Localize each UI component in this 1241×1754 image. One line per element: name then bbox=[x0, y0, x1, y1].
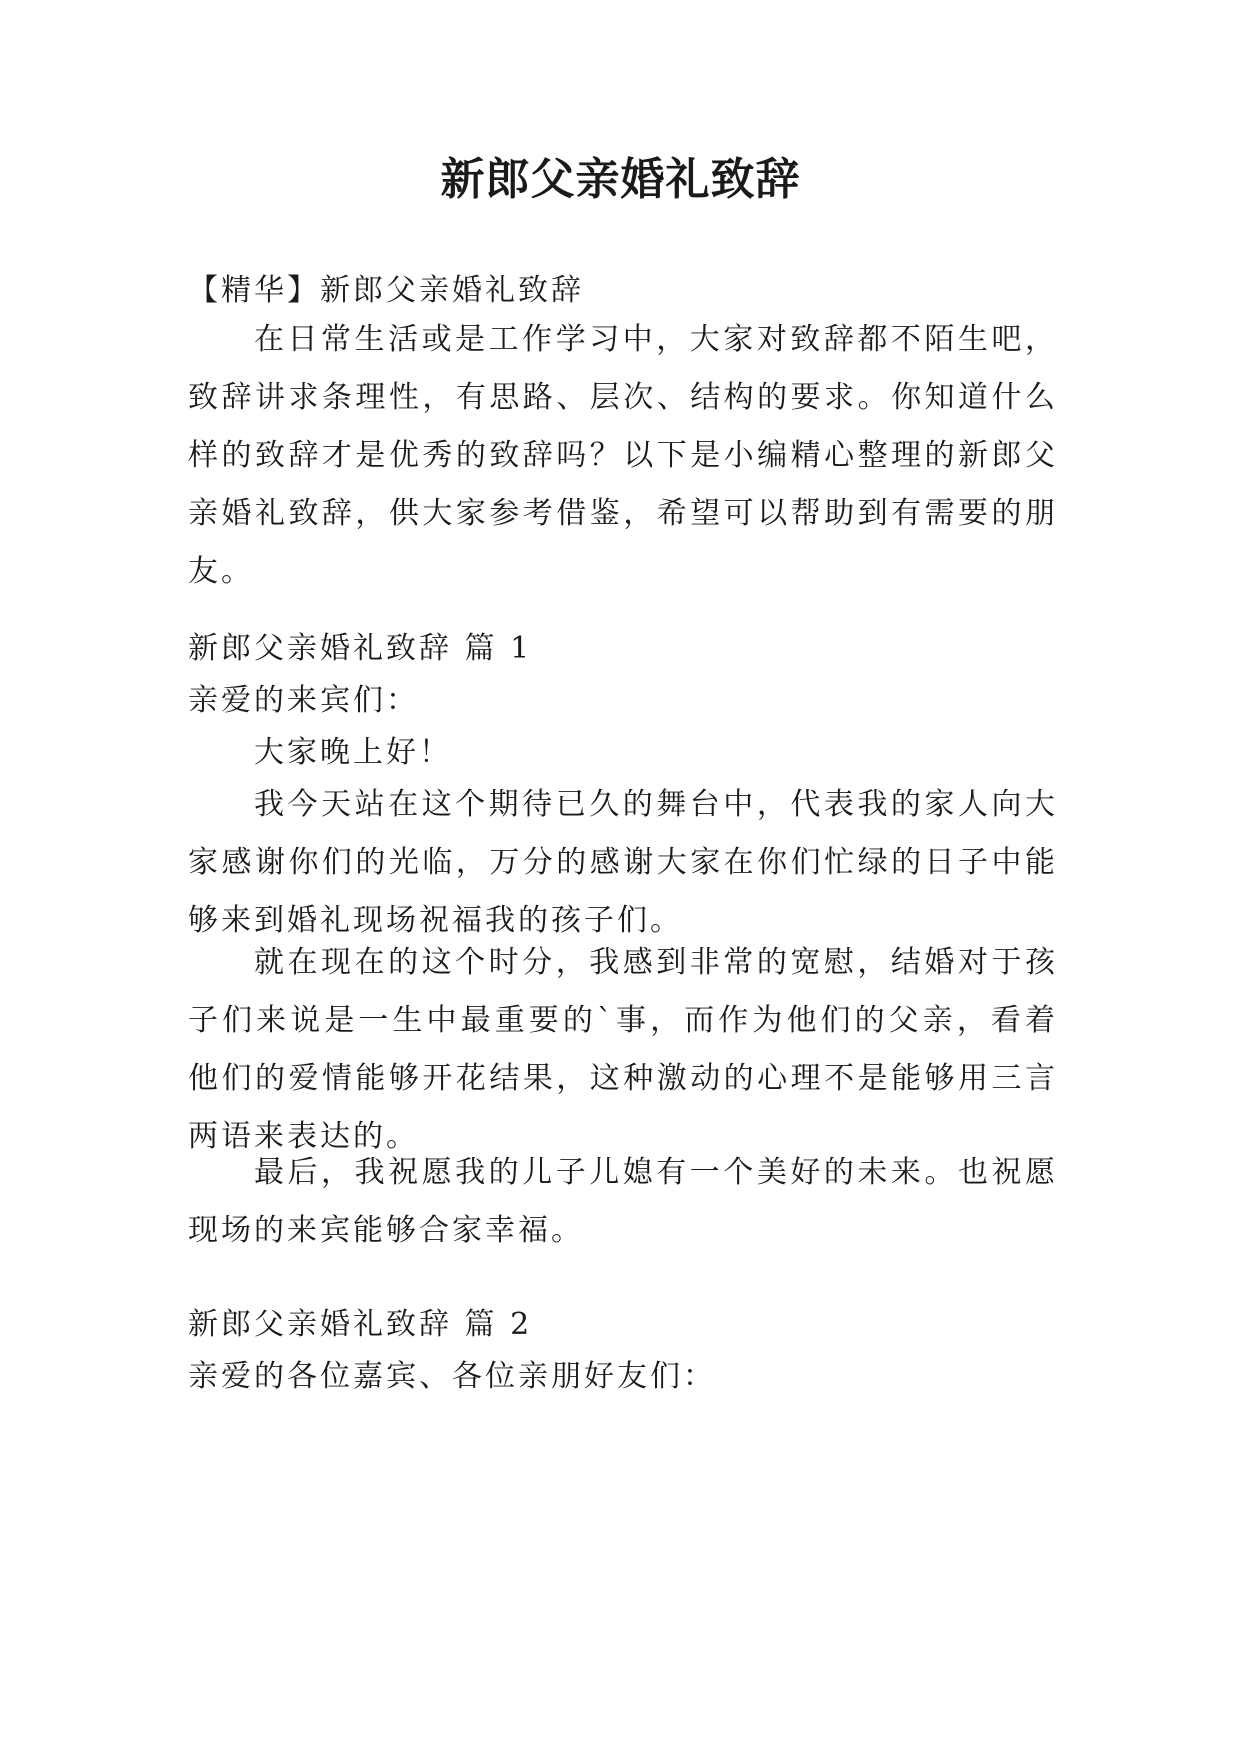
section-1-heading: 新郎父亲婚礼致辞 篇 1 bbox=[188, 631, 533, 666]
lead-line: 【精华】新郎父亲婚礼致辞 bbox=[188, 273, 584, 308]
section-2-salutation: 亲爱的各位嘉宾、各位亲朋好友们： bbox=[188, 1359, 716, 1394]
document-title: 新郎父亲婚礼致辞 bbox=[440, 154, 801, 205]
section-1-paragraph-2: 就在现在的这个时分，我感到非常的宽慰，结婚对于孩子们来说是一生中最重要的`事，而作为他们的父亲，看着他们的爱情能够开花结果，这种激动的心理不是能够用三言两语来表达的。 bbox=[188, 945, 1058, 1154]
section-1-greeting: 大家晚上好！ bbox=[254, 735, 452, 770]
section-2-heading: 新郎父亲婚礼致辞 篇 2 bbox=[188, 1307, 533, 1342]
section-1-paragraph-1: 我今天站在这个期待已久的舞台中，代表我的家人向大家感谢你们的光临，万分的感谢大家在你们忙绿的日子中能够来到婚礼现场祝福我的孩子们。 bbox=[188, 787, 1058, 938]
intro-paragraph: 在日常生活或是工作学习中，大家对致辞都不陌生吧，致辞讲求条理性，有思路、层次、结构的要求。你知道什么样的致辞才是优秀的致辞吗？以下是小编精心整理的新郎父亲婚礼致辞，供大家参考借鉴，希望可以帮助到有需要的朋友。 bbox=[188, 322, 1058, 589]
section-1-paragraph-3: 最后，我祝愿我的儿子儿媳有一个美好的未来。也祝愿现场的来宾能够合家幸福。 bbox=[188, 1155, 1058, 1248]
section-1-salutation: 亲爱的来宾们： bbox=[188, 683, 419, 718]
